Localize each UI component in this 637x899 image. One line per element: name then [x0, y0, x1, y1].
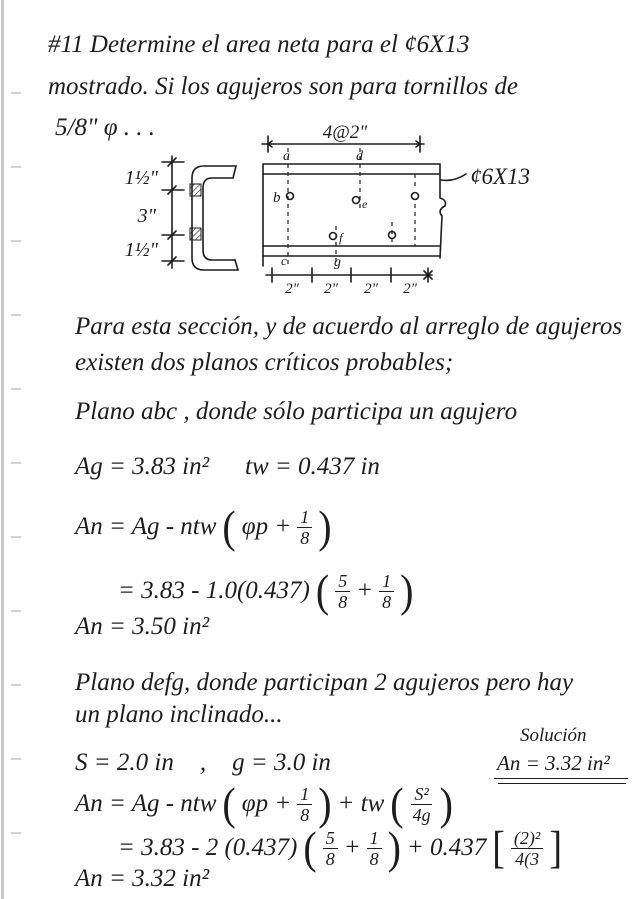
point-f-label: f [339, 230, 343, 245]
stagger-term-factor: + tw [337, 790, 385, 817]
fraction-numerator: 1 [367, 828, 382, 849]
point-b-label: b [273, 190, 281, 206]
stagger-value: S = 2.0 in [75, 749, 174, 776]
dimension-tick [162, 231, 184, 239]
fraction-numerator: 1 [297, 507, 312, 528]
plate-torn-right-edge [440, 164, 445, 258]
web-plan-view [262, 122, 530, 297]
section-dimension-group [125, 156, 184, 268]
web-hole-hatch-upper [190, 184, 201, 196]
result-plane-abc: An = 3.50 in² [75, 613, 210, 640]
channel-flange-tips [233, 166, 238, 270]
formula-lhs: An = Ag - ntw [75, 790, 217, 817]
right-paren: ) [400, 564, 414, 617]
web-thickness-value: tw = 0.437 in [245, 453, 380, 480]
section-dim-web: 3" [137, 205, 156, 227]
fraction-denominator: 8 [300, 804, 310, 825]
dimension-tick [162, 257, 184, 265]
left-paren: ( [315, 564, 330, 617]
problem-line-1 [48, 30, 469, 60]
channel-section [190, 166, 238, 270]
bolt-diameter-term: φp + [241, 513, 292, 540]
plus-sign: + [356, 577, 374, 604]
problem-statement-1: Determine el area neta para el ¢6X13 [89, 31, 470, 58]
section-dim-bottom-flange: 1½" [124, 239, 158, 261]
left-bracket: [ [492, 822, 505, 874]
right-paren: ) [387, 821, 401, 874]
fraction-one-eighth [297, 507, 312, 548]
solution-underline-2 [498, 783, 626, 784]
left-paren: ( [222, 500, 236, 553]
right-paren: ) [318, 777, 332, 830]
left-paren: ( [390, 777, 404, 830]
plus-sign: + [343, 834, 361, 861]
dimension-tick [162, 158, 184, 166]
substitution-lhs: = 3.83 - 2 (0.437) [118, 834, 298, 861]
solution-underline-1 [494, 778, 628, 779]
solution-label: Solución [520, 725, 587, 746]
member-designation-label: ¢6X13 [470, 164, 531, 189]
section-dim-top-flange: 1½" [124, 167, 158, 189]
fraction-s-squared-over-4g [410, 784, 434, 825]
stagger-gage-values [75, 748, 331, 778]
plane-abc-heading: Plano abc , donde sólo participa un agujero [75, 398, 518, 425]
stagger-term-factor: + 0.437 [406, 834, 487, 861]
right-paren: ) [318, 500, 332, 553]
result-plane-defg: An = 3.32 in² [75, 865, 210, 892]
solution-value: An = 3.32 in² [497, 751, 610, 775]
fraction-denominator: 8 [382, 591, 392, 612]
fraction-numerator: 1 [379, 571, 394, 592]
fraction-denominator: 8 [325, 848, 335, 869]
fraction-numerator: 5 [323, 828, 338, 849]
formula-lhs: An = Ag - ntw [75, 513, 217, 540]
point-g-label: g [334, 255, 341, 270]
dimension-tick [162, 186, 184, 194]
bolt-diameter-term: φp + [241, 790, 292, 817]
problem-number: #11 [48, 31, 84, 58]
left-paren: ( [222, 777, 236, 830]
problem-line-2: mostrado. Si los agujeros son para tornillos de [48, 73, 518, 100]
point-c-label: c [281, 253, 287, 268]
plane-defg-heading-2: un plano inclinado... [75, 701, 283, 728]
point-d-label: d [356, 149, 363, 164]
fraction-numerator: 1 [297, 784, 312, 805]
plane-defg-heading-1: Plano defg, donde participan 2 agujeros pero hay [75, 669, 574, 696]
fraction-one-eighth [297, 784, 312, 825]
channel-inner-outline [203, 178, 235, 260]
member-leader-line [441, 174, 466, 180]
right-bracket: ] [549, 822, 562, 874]
web-hole-hatch-lower [190, 228, 201, 240]
gross-area-value: Ag = 3.83 in² [75, 453, 210, 480]
problem-line-3: 5/8" φ . . . [55, 114, 156, 141]
fraction-denominator: 8 [369, 848, 379, 869]
intro-line-2: existen dos planos críticos probables; [75, 349, 454, 376]
fraction-denominator: 4(3 [515, 848, 540, 869]
fraction-denominator: 4g [412, 804, 431, 825]
fraction-one-eighth [379, 571, 394, 612]
channel-outer-outline [192, 166, 238, 270]
fraction-numerator: (2)² [511, 828, 543, 849]
fraction-denominator: 8 [338, 591, 348, 612]
net-area-substitution-abc [118, 564, 414, 617]
bottom-spacing-1: 2" [285, 281, 299, 297]
point-e-label: e [362, 197, 368, 211]
bottom-spacing-3: 2" [364, 281, 378, 297]
net-area-formula [75, 502, 332, 552]
point-a-label: a [283, 149, 290, 164]
channel-hole-diagram [0, 118, 637, 300]
fraction-five-eighths [335, 571, 350, 612]
bottom-spacing-2: 2" [324, 281, 338, 297]
fraction-denominator: 8 [300, 527, 310, 548]
gage-value: g = 3.0 in [232, 749, 331, 776]
hole-spacing-label: 4@2" [322, 122, 368, 143]
value-separator: , [199, 749, 207, 776]
fraction-numerator: 5 [335, 571, 350, 592]
fraction-five-eighths [323, 828, 338, 869]
fraction-stagger-term [511, 828, 543, 869]
right-paren: ) [439, 777, 453, 830]
bolt-hole-e [353, 197, 360, 204]
fraction-numerator: S² [411, 784, 431, 805]
bolt-hole-right-upper [412, 193, 419, 200]
substitution-lhs: = 3.83 - 1.0(0.437) [118, 577, 310, 604]
bottom-spacing-4: 2" [403, 281, 417, 297]
fraction-one-eighth [367, 828, 382, 869]
intro-line-1: Para esta sección, y de acuerdo al arreglo de agujeros [75, 313, 623, 340]
left-paren: ( [303, 821, 317, 874]
